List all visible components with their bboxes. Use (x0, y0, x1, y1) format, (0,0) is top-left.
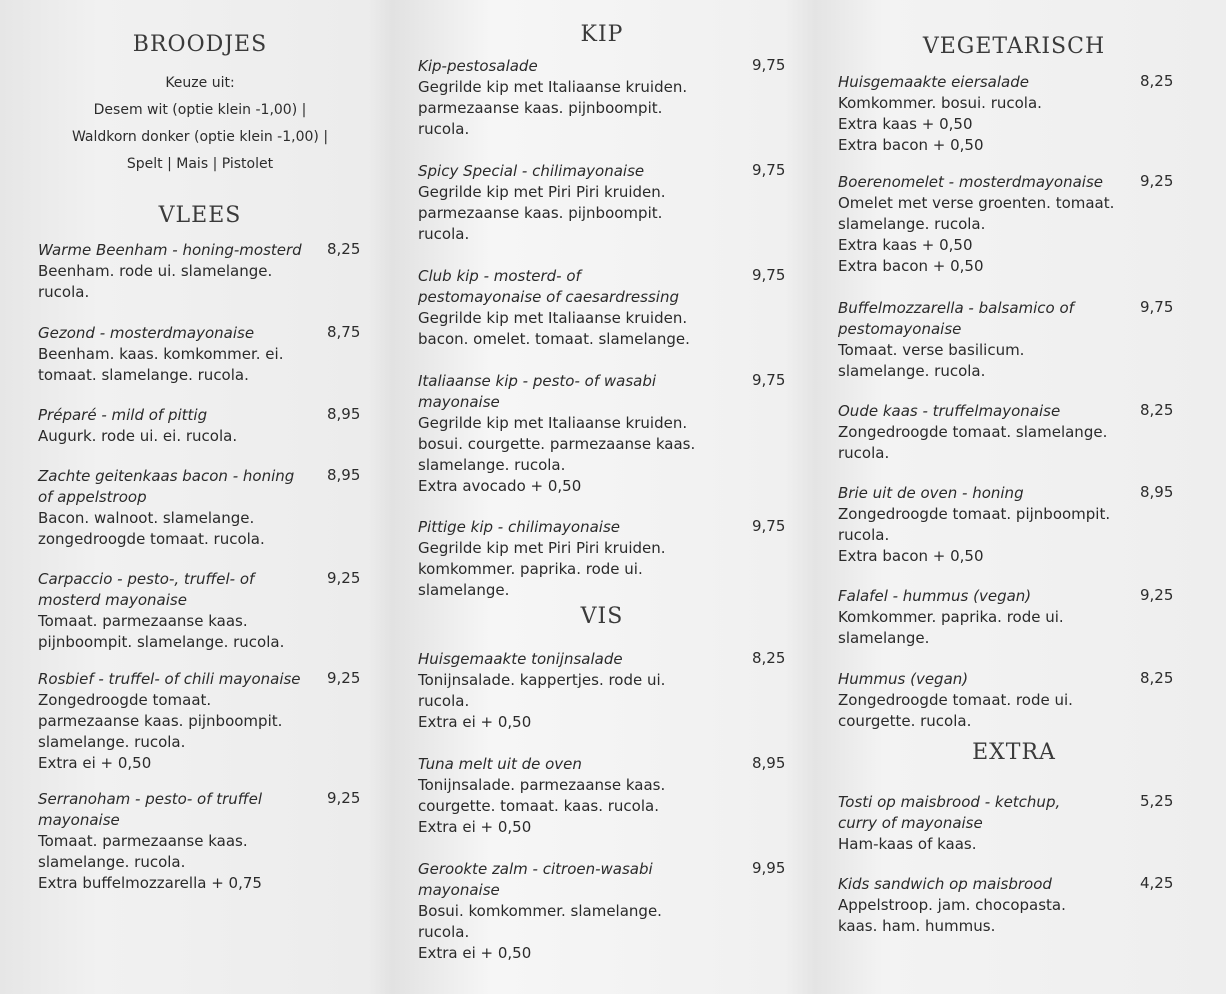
menu-item (838, 874, 1138, 937)
menu-item-price: 9,75 (752, 56, 786, 74)
menu-item-description: Bosui. komkommer. slamelange. (418, 902, 662, 920)
menu-item (418, 649, 748, 733)
menu-item-price: 4,25 (1140, 874, 1174, 892)
menu-item-description: Gegrilde kip met Italiaanse kruiden. (418, 414, 688, 432)
menu-item-name: Falafel - hummus (vegan) (838, 587, 1032, 605)
menu-item-name: Club kip - mosterd- of (418, 267, 581, 285)
menu-item-description: zongedroogde tomaat. rucola. (38, 530, 265, 548)
section-title-vis: VIS (580, 604, 624, 629)
menu-item-description: Tonijnsalade. parmezaanse kaas. (418, 776, 666, 794)
menu-item-description: rucola. (838, 526, 890, 544)
menu-item-description: slamelange. rucola. (838, 362, 986, 380)
menu-item-name: Hummus (vegan) (838, 670, 969, 688)
menu-item-name: Pittige kip - chilimayonaise (418, 518, 621, 536)
panel-right (818, 0, 1210, 994)
menu-item-description: Komkommer. bosui. rucola. (838, 94, 1042, 112)
menu-item-name: Boerenomelet - mosterdmayonaise (838, 173, 1104, 191)
menu-item-description: courgette. tomaat. kaas. rucola. (418, 797, 659, 815)
bread-choice-line: Waldkorn donker (optie klein -1,00) | (71, 129, 329, 145)
menu-item-price: 9,75 (1140, 298, 1174, 316)
menu-item-description: Beenham. rode ui. slamelange. (38, 262, 273, 280)
menu-item-price: 8,95 (752, 754, 786, 772)
menu-item-extra: Extra ei + 0,50 (418, 818, 532, 836)
menu-item-name: pestomayonaise of caesardressing (418, 288, 679, 306)
menu-item-description: pijnboompit. slamelange. rucola. (38, 633, 285, 651)
menu-item-description: Omelet met verse groenten. tomaat. (838, 194, 1115, 212)
menu-item-extra: Extra buffelmozzarella + 0,75 (38, 874, 262, 892)
menu-item-description: Gegrilde kip met Italiaanse kruiden. (418, 78, 688, 96)
menu-item-description: rucola. (418, 923, 470, 941)
menu-item-name: pestomayonaise (838, 320, 962, 338)
menu-item-name: Italiaanse kip - pesto- of wasabi (418, 372, 657, 390)
menu-item-price: 9,25 (327, 669, 361, 687)
menu-item (38, 569, 328, 653)
menu-item (418, 161, 748, 245)
menu-item (838, 669, 1138, 732)
menu-item (838, 401, 1138, 464)
bread-choice-line: Keuze uit: (165, 75, 235, 91)
menu-item (38, 323, 328, 386)
menu-item-name: Huisgemaakte tonijnsalade (418, 650, 623, 668)
menu-item (838, 792, 1138, 855)
menu-item-description: Tomaat. verse basilicum. (838, 341, 1025, 359)
menu-item-name: of appelstroop (38, 488, 147, 506)
menu-item-description: rucola. (418, 225, 470, 243)
menu-item-description: rucola. (38, 283, 90, 301)
menu-item-name: Spicy Special - chilimayonaise (418, 162, 645, 180)
menu-item (838, 586, 1138, 649)
menu-item-extra: Extra ei + 0,50 (38, 754, 152, 772)
menu-item-price: 8,95 (1140, 483, 1174, 501)
menu-item-extra: Extra kaas + 0,50 (838, 115, 973, 133)
menu-item-description: komkommer. paprika. rode ui. (418, 560, 643, 578)
menu-item-description: slamelange. rucola. (838, 215, 986, 233)
menu-item-description: Tomaat. parmezaanse kaas. (38, 832, 248, 850)
menu-item-price: 9,25 (1140, 586, 1174, 604)
menu-item-description: Beenham. kaas. komkommer. ei. (38, 345, 284, 363)
menu-item-price: 8,25 (327, 240, 361, 258)
menu-item (418, 859, 748, 964)
section-title-vlees: VLEES (158, 203, 242, 228)
menu-item-name: Rosbief - truffel- of chili mayonaise (38, 670, 301, 688)
menu-item-name: Préparé - mild of pittig (38, 406, 208, 424)
menu-item-description: Augurk. rode ui. ei. rucola. (38, 427, 238, 445)
menu-item-price: 9,25 (327, 789, 361, 807)
menu-item (38, 405, 328, 447)
menu-item-price: 8,25 (1140, 401, 1174, 419)
menu-item (418, 266, 748, 350)
menu-item (418, 56, 748, 140)
menu-item-name: Warme Beenham - honing-mosterd (38, 241, 302, 259)
menu-item-price: 8,25 (1140, 669, 1174, 687)
menu-item-price: 9,75 (752, 161, 786, 179)
menu-item (38, 669, 328, 774)
menu-item-description: Zongedroogde tomaat. (38, 691, 212, 709)
bread-choice-line: Spelt | Mais | Pistolet (126, 156, 274, 172)
menu-item-description: rucola. (418, 692, 470, 710)
menu-item-description: Tonijnsalade. kappertjes. rode ui. (418, 671, 666, 689)
menu-item-name: Gerookte zalm - citroen-wasabi (418, 860, 653, 878)
panel-left (14, 0, 386, 994)
menu-item-price: 8,25 (1140, 72, 1174, 90)
menu-item-description: Tomaat. parmezaanse kaas. (38, 612, 248, 630)
section-title-vegetarisch: VEGETARISCH (922, 34, 1106, 59)
menu-item-name: Tosti op maisbrood - ketchup, (838, 793, 1061, 811)
section-title-kip: KIP (580, 22, 624, 47)
menu-item-name: Kids sandwich op maisbrood (838, 875, 1052, 893)
menu-item-description: rucola. (418, 120, 470, 138)
menu-item-description: slamelange. rucola. (38, 733, 186, 751)
menu-item-name: Huisgemaakte eiersalade (838, 73, 1029, 91)
menu-item (418, 371, 748, 497)
menu-item-description: bosui. courgette. parmezaanse kaas. (418, 435, 696, 453)
menu-item-extra: Extra bacon + 0,50 (838, 136, 984, 154)
menu-item-name: Carpaccio - pesto-, truffel- of (38, 570, 255, 588)
menu-item-description: Gegrilde kip met Piri Piri kruiden. (418, 539, 666, 557)
menu-item-price: 9,25 (1140, 172, 1174, 190)
menu-item-price: 8,95 (327, 405, 361, 423)
section-title-broodjes: BROODJES (132, 32, 268, 57)
menu-item-name: Tuna melt uit de oven (418, 755, 582, 773)
menu-item-description: parmezaanse kaas. pijnboompit. (38, 712, 283, 730)
menu-item-description: rucola. (838, 444, 890, 462)
menu-item-extra: Extra ei + 0,50 (418, 944, 532, 962)
menu-item-description: kaas. ham. hummus. (838, 917, 996, 935)
menu-item-description: Ham-kaas of kaas. (838, 835, 977, 853)
section-title-extra: EXTRA (972, 740, 1056, 765)
menu-item-name: Buffelmozzarella - balsamico of (838, 299, 1074, 317)
menu-item-name: mayonaise (38, 811, 120, 829)
menu-item-name: Oude kaas - truffelmayonaise (838, 402, 1061, 420)
menu-item-price: 8,25 (752, 649, 786, 667)
menu-item-extra: Extra avocado + 0,50 (418, 477, 582, 495)
menu-item (38, 240, 328, 303)
menu-item-name: Kip-pestosalade (418, 57, 538, 75)
menu-item-description: courgette. rucola. (838, 712, 972, 730)
menu-item-price: 9,75 (752, 266, 786, 284)
menu-item-name: mayonaise (418, 881, 500, 899)
menu-item-name: Zachte geitenkaas bacon - honing (38, 467, 295, 485)
menu-item (838, 72, 1138, 156)
menu-item-description: slamelange. (418, 581, 510, 599)
menu-item-name: Serranoham - pesto- of truffel (38, 790, 263, 808)
menu-item-description: Gegrilde kip met Italiaanse kruiden. (418, 309, 688, 327)
menu-item-description: Zongedroogde tomaat. rode ui. (838, 691, 1073, 709)
menu-item-description: parmezaanse kaas. pijnboompit. (418, 204, 663, 222)
bread-choice-line: Desem wit (optie klein -1,00) | (93, 102, 307, 118)
menu-item-price: 8,75 (327, 323, 361, 341)
menu-item-description: bacon. omelet. tomaat. slamelange. (418, 330, 690, 348)
menu-item-name: Gezond - mosterdmayonaise (38, 324, 255, 342)
menu-item-name: mayonaise (418, 393, 500, 411)
menu-item-price: 9,95 (752, 859, 786, 877)
menu-item-price: 9,25 (327, 569, 361, 587)
menu-item (838, 172, 1138, 277)
menu-item-description: Appelstroop. jam. chocopasta. (838, 896, 1066, 914)
menu-item-extra: Extra bacon + 0,50 (838, 257, 984, 275)
menu-item-description: Zongedroogde tomaat. pijnboompit. (838, 505, 1111, 523)
menu-item-description: slamelange. rucola. (38, 853, 186, 871)
menu-item (38, 466, 328, 550)
menu-item-extra: Extra ei + 0,50 (418, 713, 532, 731)
menu-item-description: parmezaanse kaas. pijnboompit. (418, 99, 663, 117)
menu-item-description: slamelange. (838, 629, 930, 647)
panel-middle (392, 0, 812, 994)
menu-item-description: slamelange. rucola. (418, 456, 566, 474)
menu-item-description: Zongedroogde tomaat. slamelange. (838, 423, 1108, 441)
menu-item-name: mosterd mayonaise (38, 591, 187, 609)
menu-item (838, 483, 1138, 567)
menu-item-price: 8,95 (327, 466, 361, 484)
bread-choice (14, 70, 386, 178)
menu-item (418, 754, 748, 838)
menu-item-description: tomaat. slamelange. rucola. (38, 366, 249, 384)
menu-item (418, 517, 748, 601)
menu-item-price: 5,25 (1140, 792, 1174, 810)
menu-item-description: Komkommer. paprika. rode ui. (838, 608, 1064, 626)
menu-item-extra: Extra kaas + 0,50 (838, 236, 973, 254)
menu-item-name: curry of mayonaise (838, 814, 983, 832)
menu-item-price: 9,75 (752, 371, 786, 389)
menu-item-name: Brie uit de oven - honing (838, 484, 1024, 502)
menu-item-price: 9,75 (752, 517, 786, 535)
menu-item-description: Bacon. walnoot. slamelange. (38, 509, 255, 527)
menu-item (38, 789, 328, 894)
menu-item-extra: Extra bacon + 0,50 (838, 547, 984, 565)
menu-item (838, 298, 1138, 382)
menu-item-description: Gegrilde kip met Piri Piri kruiden. (418, 183, 666, 201)
